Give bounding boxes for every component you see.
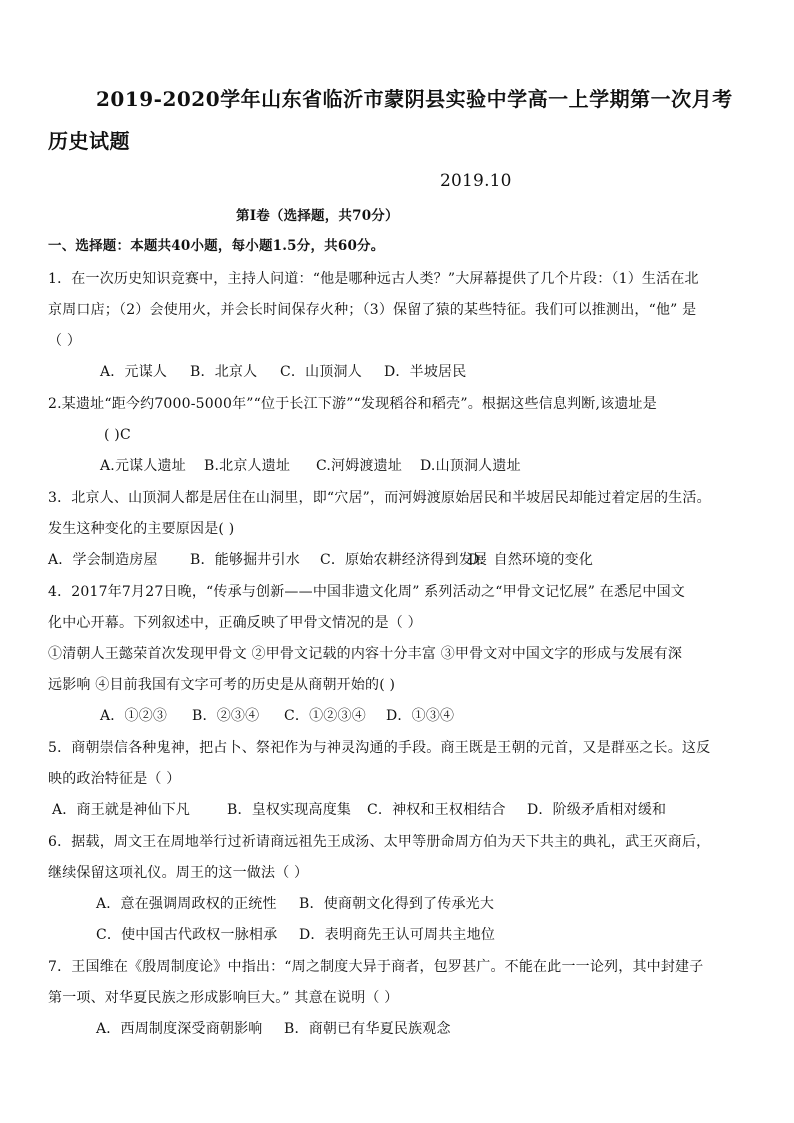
option-c: C．神权和王权相结合 <box>367 802 506 818</box>
question-1-line3: （ ） <box>48 333 82 349</box>
question-3-line2: 发生这种变化的主要原因是( ) <box>48 521 235 537</box>
question-7-options <box>96 1019 451 1039</box>
question-7-line1: 7．王国维在《殷周制度论》中指出：“周之制度大异于商者，包罗甚广。不能在此一一论列，其中封建子 <box>48 959 704 975</box>
option-a: A．意在强调周政权的正统性 <box>96 896 277 912</box>
question-4-line1: 4．2017年7月27日晚，“传承与创新——中国非遗文化周” 系列活动之“甲骨文记忆展” 在悉尼中国文 <box>48 584 685 600</box>
option-a: A．学会制造房屋 <box>48 552 158 568</box>
question-2-line2: ( )C <box>104 427 131 443</box>
option-b: B．能够掘井引水 <box>190 552 300 568</box>
question-4-line4: 远影响 ④目前我国有文字可考的历史是从商朝开始的( ) <box>48 677 396 693</box>
question-6-options-row2 <box>96 925 495 945</box>
option-b: B．②③④ <box>192 708 260 724</box>
question-1-line1: 1．在一次历史知识竞赛中，主持人问道：“他是哪种远古人类？”大屏幕提供了几个片段：（1）生活在北 <box>48 271 699 287</box>
option-a: A．①②③ <box>100 708 168 724</box>
option-d: D．①③④ <box>386 708 455 724</box>
exam-title-line2: 历史试题 <box>48 129 130 153</box>
option-d: D．自然环境的变化 <box>468 552 594 568</box>
option-a: A．商王就是神仙下凡 <box>52 802 191 818</box>
option-c: C.河姆渡遗址 <box>316 458 403 474</box>
question-3-options <box>48 550 593 570</box>
question-5-line2: 映的政治特征是（ ） <box>48 771 181 787</box>
exam-date: 2019.10 <box>440 171 512 191</box>
option-c: C．山顶洞人 <box>280 364 362 380</box>
option-b: B．皇权实现高度集 <box>227 802 352 818</box>
question-6-line2: 继续保留这项礼仪。周王的这一做法（ ） <box>48 865 309 881</box>
option-d: D.山顶洞人遗址 <box>420 458 521 474</box>
option-b: B．商朝已有华夏民族观念 <box>284 1021 451 1037</box>
option-b: B．北京人 <box>190 364 258 380</box>
option-b: B.北京人遗址 <box>204 458 291 474</box>
question-4-line3: ①清朝人王懿荣首次发现甲骨文 ②甲骨文记载的内容十分丰富 ③甲骨文对中国文字的形成与发展有深 <box>48 646 683 662</box>
question-4-line2: 化中心开幕。下列叙述中，正确反映了甲骨文情况的是（ ） <box>48 615 422 631</box>
question-1-options <box>100 362 466 382</box>
option-d: D．表明商先王认可周共主地位 <box>299 927 496 943</box>
question-5-line1: 5．商朝崇信各种鬼神，把占卜、祭祀作为与神灵沟通的手段。商王既是王朝的元首，又是群巫之长。这反 <box>48 740 711 756</box>
question-1-line2: 京周口店；（2）会使用火，并会长时间保存火种；（3）保留了猿的某些特征。我们可以推测出，“他” 是 <box>48 302 697 318</box>
section-heading: 一、选择题：本题共40小题，每小题1.5分，共60分。 <box>48 238 385 254</box>
question-2-line1: 2.某遗址“距今约7000-5000年”“位于长江下游”“发现稻谷和稻壳”。根据这些信息判断,该遗址是 <box>48 396 657 412</box>
option-d: D．半坡居民 <box>384 364 467 380</box>
option-a: A.元谋人遗址 <box>100 458 186 474</box>
exam-title-line1: 2019-2020学年山东省临沂市蒙阴县实验中学高一上学期第一次月考 <box>96 87 733 111</box>
option-c: C．原始农耕经济得到发展 <box>320 552 488 568</box>
question-6-options-row1 <box>96 894 494 914</box>
question-3-line1: 3．北京人、山顶洞人都是居住在山洞里，即“穴居”，而河姆渡原始居民和半坡居民却能过着定居的生活。 <box>48 490 711 506</box>
question-7-line2: 第一项、对华夏民族之形成影响巨大。” 其意在说明（ ） <box>48 990 399 1006</box>
part-title: 第Ⅰ卷（选择题，共70分） <box>236 208 399 224</box>
question-6-line1: 6．据载，周文王在周地举行过祈请商远祖先王成汤、太甲等册命周方伯为天下共主的典礼，武王灭商后， <box>48 834 711 850</box>
question-5-options <box>52 800 666 820</box>
option-b: B．使商朝文化得到了传承光大 <box>299 896 495 912</box>
option-c: C．使中国古代政权一脉相承 <box>96 927 278 943</box>
option-c: C．①②③④ <box>284 708 366 724</box>
question-2-options <box>100 456 521 476</box>
option-a: A．元谋人 <box>100 364 168 380</box>
option-d: D．阶级矛盾相对缓和 <box>527 802 667 818</box>
option-a: A．西周制度深受商朝影响 <box>96 1021 263 1037</box>
question-4-options <box>100 706 454 726</box>
